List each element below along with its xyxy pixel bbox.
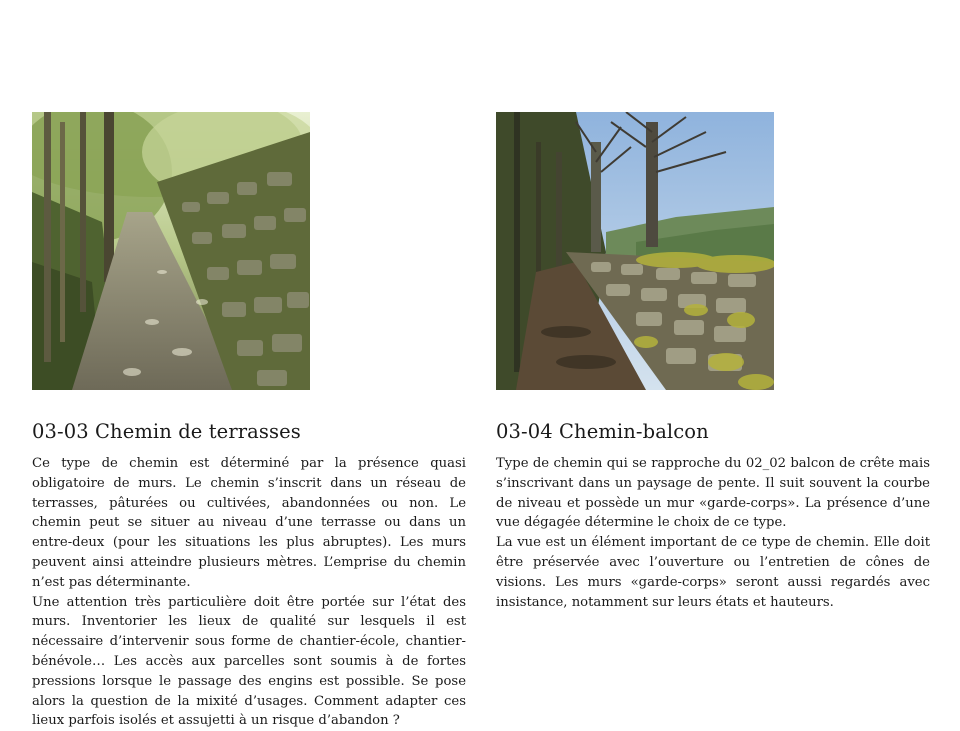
section-title: 03-03 Chemin de terrasses (32, 420, 301, 443)
section-chemin-balcon (496, 112, 930, 612)
photo-chemin-balcon (496, 112, 774, 390)
paragraph: Ce type de chemin est déterminé par la présence quasi obligatoire de murs. Le chemin s’inscrit dans un réseau de terrasses, pâturées ou cultivées, abandonnées ou non. Le chemin peut se situer au niveau d’une terrasse ou dans un entre-deux (pour les situations les plus abruptes). Les murs peuvent ainsi atteindre plusieurs mètres. L’emprise du chemin n’est pas déterminante. (32, 456, 466, 590)
section-body (32, 454, 466, 731)
paragraph: La vue est un élément important de ce type de chemin. Elle doit être préservée avec l’ouverture ou l’entretien de cônes de visions. Les murs «garde-corps» seront aussi regardés avec insistance, notamment sur leurs états et hauteurs. (496, 535, 930, 610)
section-body (496, 454, 930, 612)
section-title: 03-04 Chemin-balcon (496, 420, 709, 443)
section-chemin-terrasses (32, 112, 466, 731)
photo-chemin-terrasses (32, 112, 310, 390)
paragraph: Une attention très particulière doit être portée sur l’état des murs. Inventorier les lieux de qualité sur lesquels il est nécessaire d’intervenir sous forme de chantier-école, chantier-bénévole… Les accès aux parcelles sont soumis à de fortes pressions lorsque le passage des engins est possible. Se pose alors la question de la mixité d’usages. Comment adapter ces lieux parfois isolés et assujetti à un risque d’abandon ? (32, 594, 466, 729)
paragraph: Type de chemin qui se rapproche du 02_02 balcon de crête mais s’inscrivant dans un paysage de pente. Il suit souvent la courbe de niveau et possède un mur «garde-corps». La présence d’une vue dégagée détermine le choix de ce type. (496, 456, 930, 531)
